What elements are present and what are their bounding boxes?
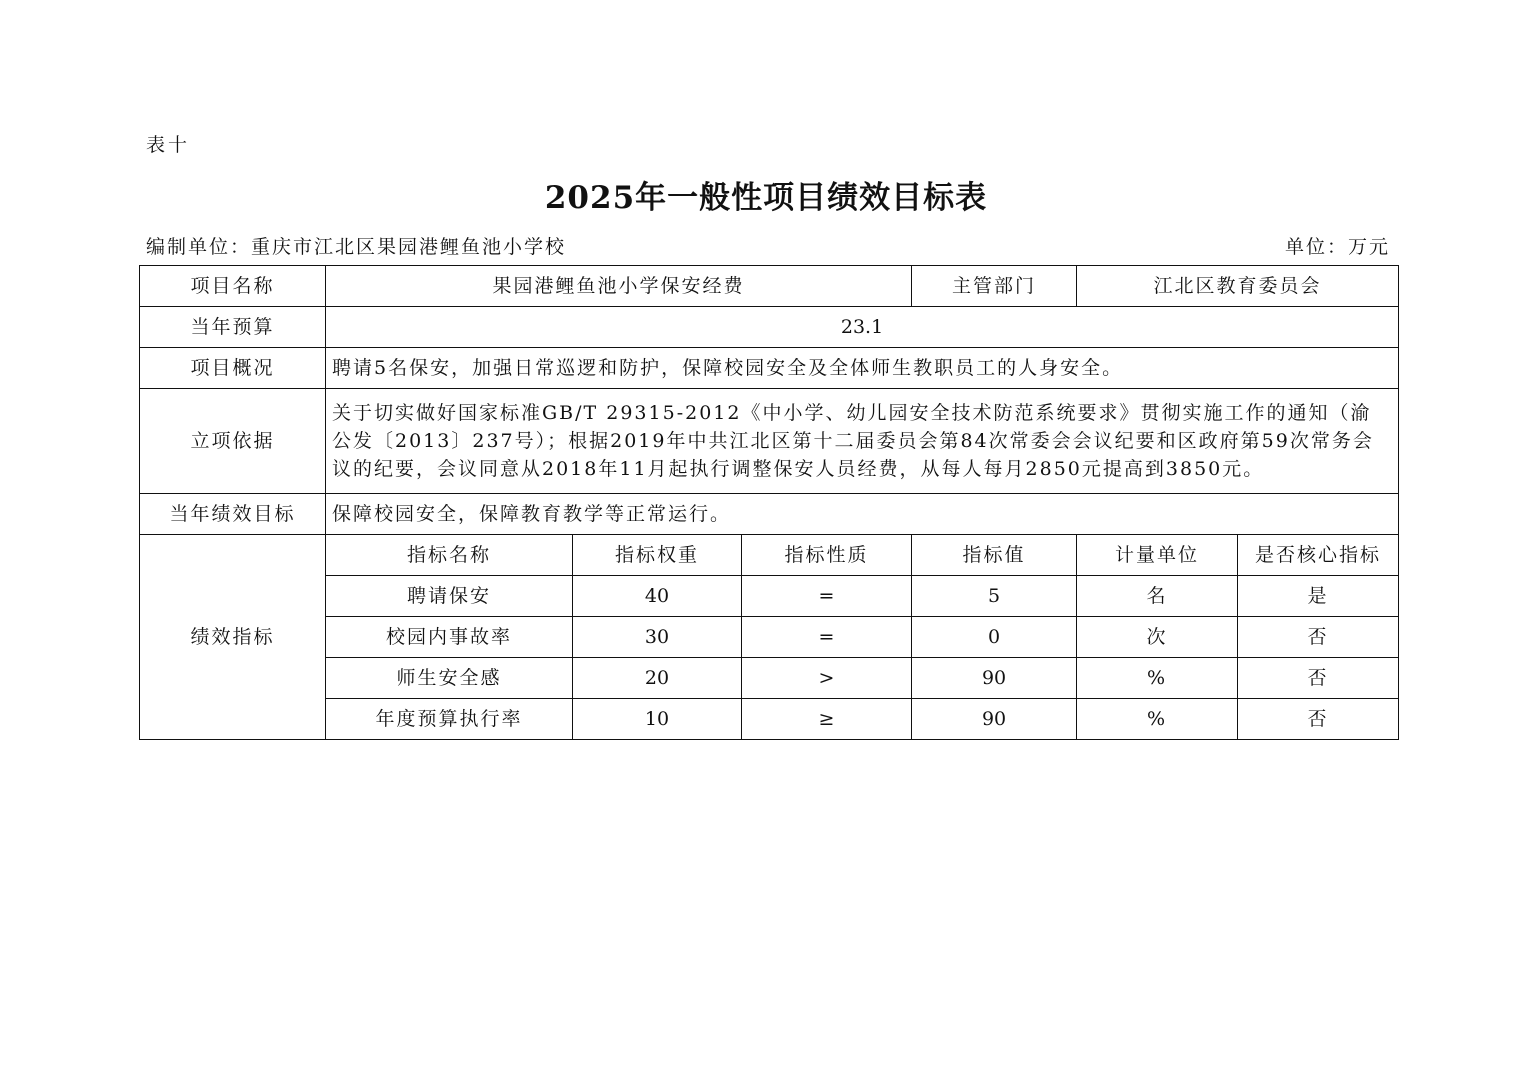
table-row (140, 307, 1399, 348)
indicator-value: 5 (912, 576, 1077, 617)
indicator-name: 校园内事故率 (326, 617, 573, 658)
table-row (140, 494, 1399, 535)
column-header: 指标性质 (742, 535, 912, 576)
indicator-weight: 30 (573, 617, 742, 658)
indicator-unit: 名 (1077, 576, 1238, 617)
overview-value: 聘请5名保安，加强日常巡逻和防护，保障校园安全及全体师生教职员工的人身安全。 (326, 348, 1399, 389)
project-name-label: 项目名称 (140, 266, 326, 307)
indicator-name: 师生安全感 (326, 658, 573, 699)
indicator-value: 90 (912, 699, 1077, 740)
performance-target-table (139, 265, 1399, 740)
column-header: 计量单位 (1077, 535, 1238, 576)
indicator-value: 90 (912, 658, 1077, 699)
indicator-weight: 20 (573, 658, 742, 699)
department-label: 主管部门 (912, 266, 1077, 307)
indicator-name: 聘请保安 (326, 576, 573, 617)
annual-goal-value: 保障校园安全，保障教育教学等正常运行。 (326, 494, 1399, 535)
overview-label: 项目概况 (140, 348, 326, 389)
indicator-weight: 40 (573, 576, 742, 617)
compiling-unit: 编制单位：重庆市江北区果园港鲤鱼池小学校 (146, 236, 567, 258)
column-header: 是否核心指标 (1238, 535, 1399, 576)
table-row (140, 389, 1399, 494)
indicator-row (140, 576, 1399, 617)
indicator-core: 否 (1238, 617, 1399, 658)
indicator-row (140, 699, 1399, 740)
indicator-nature: ≥ (742, 699, 912, 740)
indicator-row (140, 658, 1399, 699)
indicator-core: 是 (1238, 576, 1399, 617)
column-header: 指标权重 (573, 535, 742, 576)
indicator-nature: = (742, 576, 912, 617)
basis-label: 立项依据 (140, 389, 326, 494)
table-number-label: 表十 (146, 134, 191, 156)
indicator-core: 否 (1238, 658, 1399, 699)
column-header: 指标名称 (326, 535, 573, 576)
project-name-value: 果园港鲤鱼池小学保安经费 (326, 266, 912, 307)
indicators-section-label: 绩效指标 (140, 535, 326, 740)
indicator-row (140, 617, 1399, 658)
currency-unit: 单位：万元 (1284, 236, 1390, 258)
indicator-unit: % (1077, 699, 1238, 740)
table-row (140, 266, 1399, 307)
basis-value: 关于切实做好国家标准GB/T 29315-2012《中小学、幼儿园安全技术防范系统要求》贯彻实施工作的通知（渝公发〔2013〕237号）；根据2019年中共江北区第十二届委员会第84次常委会会议纪要和区政府第59次常务会议的纪要，会议同意从2018年11月起执行调整保安人员经费，从每人每月2850元提高到3850元。 (326, 389, 1399, 494)
meta-line (146, 232, 1390, 259)
indicator-name: 年度预算执行率 (326, 699, 573, 740)
annual-goal-label: 当年绩效目标 (140, 494, 326, 535)
indicator-nature: > (742, 658, 912, 699)
indicator-value: 0 (912, 617, 1077, 658)
department-value: 江北区教育委员会 (1077, 266, 1399, 307)
budget-label: 当年预算 (140, 307, 326, 348)
indicator-core: 否 (1238, 699, 1399, 740)
indicator-unit: % (1077, 658, 1238, 699)
indicator-weight: 10 (573, 699, 742, 740)
table-row (140, 348, 1399, 389)
column-header: 指标值 (912, 535, 1077, 576)
indicator-header-row (140, 535, 1399, 576)
document-title: 2025年一般性项目绩效目标表 (544, 180, 988, 216)
indicator-unit: 次 (1077, 617, 1238, 658)
indicator-nature: = (742, 617, 912, 658)
budget-value: 23.1 (326, 307, 1399, 348)
